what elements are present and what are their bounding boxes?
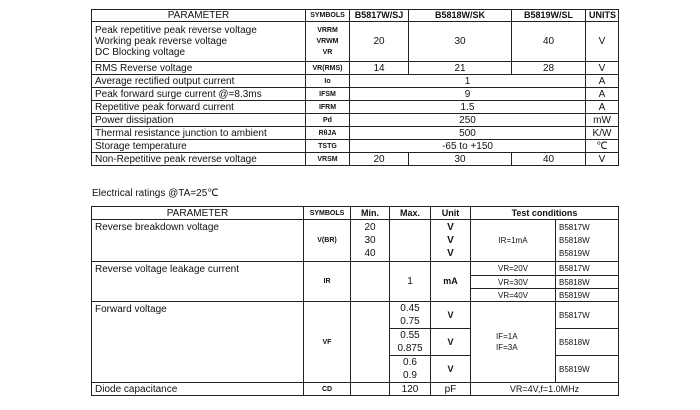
symbol: Io <box>306 75 350 88</box>
symbol: VRRM <box>317 27 338 34</box>
value: 1.5 <box>350 101 586 114</box>
param-label: DC Blocking voltage <box>95 47 186 58</box>
min-value: 20 <box>364 222 376 233</box>
table-row <box>92 153 619 166</box>
param-label: Average rectified output current <box>92 75 306 88</box>
electrical-characteristics-table <box>91 206 619 396</box>
param-label: Thermal resistance junction to ambient <box>92 127 306 140</box>
param-label: Repetitive peak forward current <box>92 101 306 114</box>
header-parameter: PARAMETER <box>92 10 306 22</box>
header-b5819: B5819W/SL <box>512 10 586 22</box>
param-label: Reverse breakdown voltage <box>92 220 304 262</box>
param-label: Storage temperature <box>92 140 306 153</box>
test-condition: VR=40V <box>471 289 556 302</box>
symbol: VRSM <box>306 153 350 166</box>
unit: mA <box>431 262 471 302</box>
value: 40 <box>512 153 586 166</box>
table-row <box>92 75 619 88</box>
value: 500 <box>350 127 586 140</box>
symbol: VRWM <box>316 38 339 45</box>
unit: V <box>431 302 471 329</box>
test-condition: IF=1A <box>496 332 518 341</box>
param-label: Non-Repetitive peak reverse voltage <box>92 153 306 166</box>
value: 20 <box>350 22 409 62</box>
max-value: 0.55 <box>400 330 420 341</box>
max-value: 120 <box>390 383 431 396</box>
max-value: 0.75 <box>400 316 420 327</box>
value: 30 <box>409 153 512 166</box>
value: 30 <box>409 22 512 62</box>
table-row <box>92 114 619 127</box>
value: 20 <box>350 153 409 166</box>
table-row <box>92 22 619 62</box>
table-row <box>92 302 619 329</box>
param-label: Diode capacitance <box>92 383 304 396</box>
table-row <box>92 262 619 276</box>
max-value: 0.9 <box>403 370 417 381</box>
max-ratings-table <box>91 9 619 166</box>
param-label: RMS Reverse voltage <box>92 62 306 75</box>
test-condition: VR=30V <box>471 276 556 289</box>
min-value: 40 <box>364 248 376 259</box>
value: 28 <box>512 62 586 75</box>
symbol: VR <box>322 49 333 56</box>
value: 1 <box>350 75 586 88</box>
part-number: B5817W <box>556 262 619 276</box>
symbol: IFSM <box>306 88 350 101</box>
part-number: B5818W <box>556 276 619 289</box>
symbol: IR <box>304 262 351 302</box>
symbol: VF <box>304 302 351 383</box>
header-min: Min. <box>351 207 390 220</box>
unit: V <box>586 153 619 166</box>
param-label: Peak repetitive peak reverse voltage <box>95 25 257 36</box>
part-number: B5817W <box>556 302 619 329</box>
unit: V <box>431 356 471 383</box>
value: 14 <box>350 62 409 75</box>
symbol: V(BR) <box>304 220 351 262</box>
value: -65 to +150 <box>350 140 586 153</box>
unit: K/W <box>586 127 619 140</box>
unit: mW <box>586 114 619 127</box>
table-row <box>92 140 619 153</box>
header-unit: Unit <box>431 207 471 220</box>
unit: V <box>586 22 619 62</box>
param-label: Working peak reverse voltage <box>95 36 228 47</box>
value: 9 <box>350 88 586 101</box>
header-test-conditions: Test conditions <box>471 207 619 220</box>
unit: V <box>447 248 454 259</box>
symbol: TSTG <box>306 140 350 153</box>
part-number: B5819W <box>556 356 619 383</box>
max-value: 0.875 <box>397 343 423 354</box>
table-row <box>92 88 619 101</box>
unit: ℃ <box>586 140 619 153</box>
unit: V <box>447 222 454 233</box>
table-row <box>92 101 619 114</box>
symbol: Pd <box>306 114 350 127</box>
param-label: Reverse voltage leakage current <box>92 262 304 302</box>
table-row <box>92 127 619 140</box>
value: 250 <box>350 114 586 127</box>
table-row <box>92 383 619 396</box>
symbol: VR(RMS) <box>306 62 350 75</box>
header-symbols: SYMBOLS <box>306 10 350 22</box>
symbol: IFRM <box>306 101 350 114</box>
part-number: B5819W <box>559 249 590 258</box>
unit: A <box>586 88 619 101</box>
part-number: B5819W <box>556 289 619 302</box>
param-label: Peak forward surge current @=8.3ms <box>92 88 306 101</box>
test-condition: VR=20V <box>471 262 556 276</box>
test-condition: VR=4V,f=1.0MHz <box>471 383 619 396</box>
header-units: UNITS <box>586 10 619 22</box>
symbol: RθJA <box>306 127 350 140</box>
part-number: B5817W <box>559 223 590 232</box>
unit: pF <box>431 383 471 396</box>
value: 21 <box>409 62 512 75</box>
symbol: CD <box>304 383 351 396</box>
table-row <box>92 62 619 75</box>
max-value: 1 <box>390 262 431 302</box>
unit: V <box>431 329 471 356</box>
param-label: Forward voltage <box>92 302 304 383</box>
test-condition: IR=1mA <box>471 220 556 262</box>
max-value: 0.45 <box>400 303 420 314</box>
electrical-ratings-caption: Electrical ratings @TA=25℃ <box>92 188 219 199</box>
part-number: B5818W <box>556 329 619 356</box>
unit: V <box>586 62 619 75</box>
unit: A <box>586 101 619 114</box>
param-label: Power dissipation <box>92 114 306 127</box>
unit: V <box>447 235 454 246</box>
part-number: B5818W <box>559 236 590 245</box>
min-value: 30 <box>364 235 376 246</box>
unit: A <box>586 75 619 88</box>
header-b5818: B5818W/SK <box>409 10 512 22</box>
header-b5817: B5817W/SJ <box>350 10 409 22</box>
max-value: 0.6 <box>403 357 417 368</box>
header-symbols: SYMBOLS <box>304 207 351 220</box>
header-max: Max. <box>390 207 431 220</box>
header-parameter: PARAMETER <box>92 207 304 220</box>
table-row <box>92 220 619 262</box>
test-condition: IF=3A <box>496 343 518 352</box>
value: 40 <box>512 22 586 62</box>
